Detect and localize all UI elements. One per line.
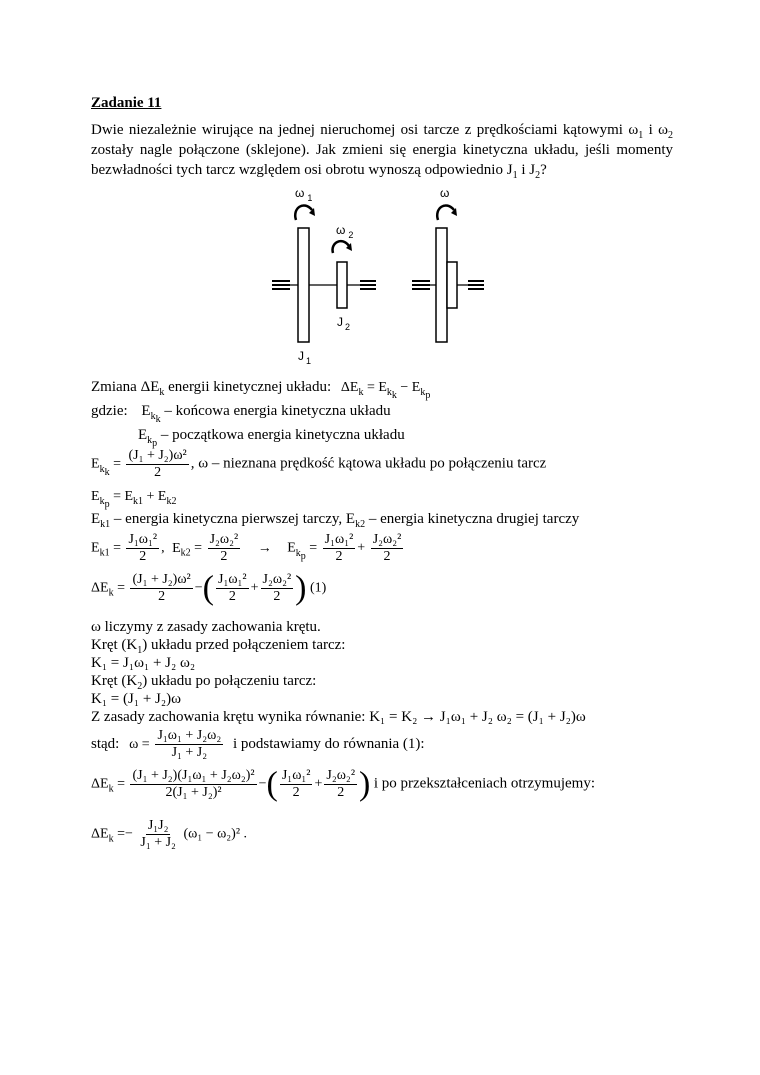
line-zasada: Z zasady zachowania krętu wynika równanie: K₁ = K₂ → J₁ω₁ + J₂ ω₂ = (J₁ + J₂)ω [91, 709, 586, 725]
eq-ekp: $E_{k_p} = E_{k1} + E_{k2}$ [91, 489, 177, 510]
line-stad: stąd: ω = $\frac{\text{J₁ω₁ + J₂ω₂}}{\text{J₁ + J₂}}$ i podstawiamy do równania (1): [91, 728, 425, 760]
line-omega-z: ω liczymy z zasady zachowania krętu. [91, 619, 321, 635]
line-k1-eq2: K₁ = (J₁ + J₂)ω [91, 691, 181, 707]
disk-combined-small [447, 262, 457, 308]
line-k1-eq: K₁ = J₁ω₁ + J₂ ω₂ [91, 655, 196, 671]
task-title: Zadanie 11 [91, 95, 162, 111]
label-omega: ω [440, 186, 450, 200]
label-omega2: ω $_2$ [336, 223, 354, 240]
eq-1: $\Delta E_k$ = $\frac{\text{(J₁ + J₂)ω²}}{2}$ −( $\frac{\text{J₁ω₁²}}{2}$ + $\frac{\text{J₂ω₂²}}{2}$ ) (1) [91, 569, 327, 607]
disks-figure [260, 180, 500, 370]
line-zmiana: Zmiana $\Delta E_k$ energii kinetycznej układu: $\Delta E_k = E_{k_k} - E_{k_p}$ [91, 379, 431, 401]
rotation-arrow-2 [333, 241, 349, 253]
line-ek-desc: $E_{k1}$ – energia kinetyczna pierwszej tarczy, $E_{k2}$ – energia kinetyczna drugiej tarczy [91, 511, 580, 530]
line-ekp-desc: $E_{k_p}$ – początkowa energia kinetyczna układu [138, 427, 405, 449]
eq-ek1-ek2: $E_{k1}$ = $\frac{\text{J₁ω₁²}}{2}$ , $E_{k2}$ = $\frac{\text{J₂ω₂²}}{2}$ → $E_{k_p}$ = $\frac{\text{J₁ω₁²}}{2}$ + $\frac{\text{J₂ω₂²}}{2}$ [91, 532, 402, 564]
problem-statement: Dwie niezależnie wirujące na jednej nieruchomej osi tarcze z prędkościami kątowymi $\omega_1$ i $\omega_2$ zostały nagle połączone (sklejone). Jak zmieni się energia kinetyczna układu, jeśli momenty bezwładności tych tarcz względem osi obrotu wynoszą odpowiednio $J_1$ i $J_2$? [91, 122, 673, 181]
disk-combined-large [436, 228, 447, 342]
line-kret2: Kręt $(K_2)$ układu po połączeniu tarcz: [91, 673, 317, 692]
eq-final: $\Delta E_k$ =− $\frac{\text{J₁J₂}}{\text{J₁ + J₂}}$ (ω₁ − ω₂)² . [91, 818, 248, 850]
line-gdzie: gdzie: $E_{k_k}$ – końcowa energia kinetyczna układu [91, 403, 391, 425]
eq-big: $\Delta E_k$ = $\frac{\text{(J₁ + J₂)(J₁ω₁ + J₂ω₂)²}}{\text{2(J₁ + J₂)²}}$ −( $\frac{\text{J₁ω₁²}}{2}$ + $\frac{\text{J₂ω₂²}}{2}$ ) i po przekształceniach otrzymujemy: [91, 765, 596, 803]
line-kret1: Kręt $(K_1)$ układu przed połączeniem tarcz: [91, 637, 346, 656]
disk-j2 [337, 262, 347, 308]
label-j2: J $_2$ [337, 315, 351, 332]
eq-ekk: $E_{k_k}$ = $\frac{\text{(J₁ + J₂)ω²}}{2}$ , ω – nieznana prędkość kątowa układu po połączeniu tarcz [91, 448, 547, 480]
label-omega1: ω $_1$ [295, 186, 313, 203]
disk-j1 [298, 228, 309, 342]
label-j1: J $_1$ [298, 349, 312, 366]
